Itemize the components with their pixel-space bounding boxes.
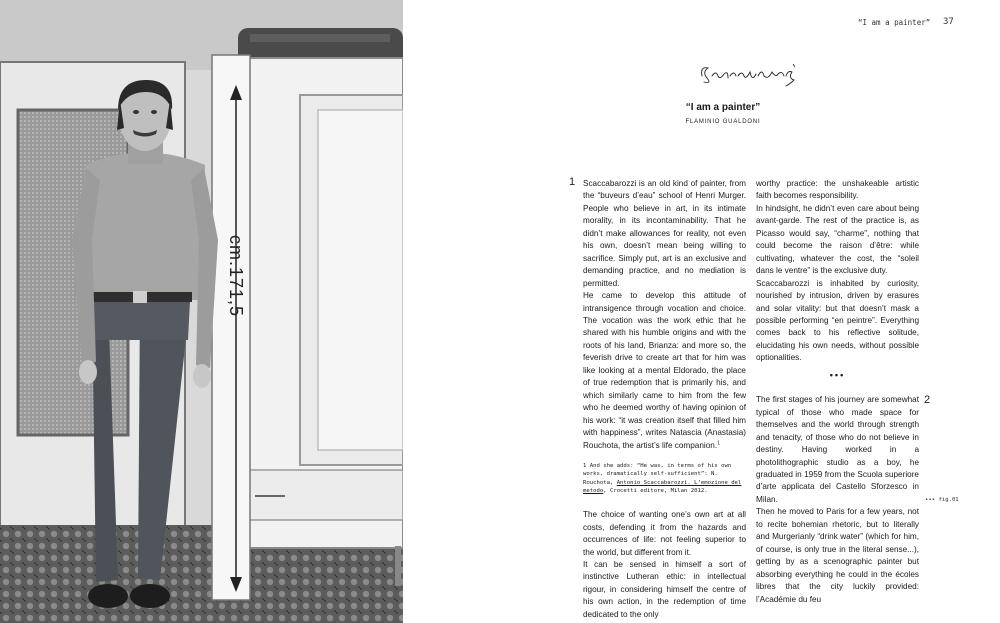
paragraph: [583, 290, 746, 452]
footnote-ref[interactable]: 1: [717, 439, 720, 446]
paragraph: The choice of wanting one’s own art at all costs, defending it from the hazards and occurrences of life: not feeling superior to the world, but different from it.: [583, 510, 746, 557]
footnote-tail: , Crocetti editore, Milan 2012.: [603, 487, 708, 494]
book-page: [403, 0, 1000, 623]
pole-height-label: cm.171,5: [226, 235, 246, 318]
section-separator: •••: [829, 369, 846, 380]
text-column-right: [756, 178, 919, 606]
page-number: 37: [943, 17, 954, 27]
artist-signature: [698, 58, 798, 88]
paragraph: It can be sensed in himself a sort of instinctive Lutheran ethic: in intellectual rigour, in considering himself the centre of his own action, in the redemption of time dedicated to the only: [583, 559, 746, 619]
section-number-2: 2: [924, 394, 931, 406]
article-author: FLAMINIO GUALDONI: [685, 119, 761, 125]
paragraph: worthy practice: the unshakeable artistic faith becomes responsibility.: [756, 179, 919, 201]
photograph-illustration: [0, 0, 403, 623]
paragraph-text: He came to develop this attitude of intransigence through vocation and choice. The vocation was the work ethic that he shared with his humble origins and with the roots of his land, Brianza: and more so, the feverish drive to create art that for him was like looking at a mental Eldorado, the place of true redemption that is primarily his, and which similarly came to him from the few who he deemed worthy of having opinion of his work: “it was creation itself that filled him with happiness”, writes Natascia (Anastasia) Rouchota, the artist’s life companion.: [583, 291, 746, 450]
artist-photograph: [0, 0, 403, 623]
paragraph: Scaccabarozzi is inhabited by curiosity, nourished by intrusion, driven by erasures and solar vitality: but that doesn’t mask a possible performing “en peintre”. Everything comes back to his reflective solitude, elucidating his own needs, without possible optionalities.: [756, 278, 919, 363]
paragraph: The first stages of his journey are somewhat typical of those who made space for themselves and the world through strength and tenacity, of those who do not believe in destiny. Having worked in a photolithographic studio as a boy, he graduated in 1959 from the Scuola superiore d’arte applicata del Castello Sforzesco in Milan.: [756, 395, 919, 504]
footnote-book-title: Antonio Scaccabarozzi. L’emozione del metodo: [583, 479, 742, 494]
paragraph: Then he moved to Paris for a few years, not to recite bohemian rhetoric, but to literally and Murgerianly “drink water” (which for him, of course, is only true in the literal sense...), getting by as a scenographic painter but absorbing everything he could in the écoles libres that the city luckily provided: l’Académie du feu: [756, 507, 919, 604]
paragraph: Scaccabarozzi is an old kind of painter, from the “buveurs d’eau” school of Henri Murger. People who believe in art, in its intimate morality, in its incontaminability. That he didn’t make allowances for reality, not even his own, doesn’t mean being willing to sacrifice. Simply put, art is an exclusive and demanding practice, and no mediation is permitted.: [583, 179, 746, 288]
article-title: “I am a painter”: [685, 102, 761, 113]
footnote-number: 1: [583, 462, 587, 469]
running-head: “I am a painter”: [858, 18, 931, 27]
footnote-text: And she adds: “He was, in terms of his own works, dramatically self-sufficient”: N. Rouchota,: [583, 462, 732, 486]
paragraph: In hindsight, he didn’t even care about being avant-garde. The rest of the practice is, as Picasso would say, “charme”, nothing that could become the raison d’être: while cultivating, whatever the cost, the “soleil dans le ventre” is the exclusive duty.: [756, 203, 919, 276]
text-column-left: [583, 178, 746, 621]
figure-reference[interactable]: ••• fig.01: [925, 497, 959, 503]
section-number-1: 1: [569, 176, 576, 188]
footnote: [583, 462, 746, 495]
